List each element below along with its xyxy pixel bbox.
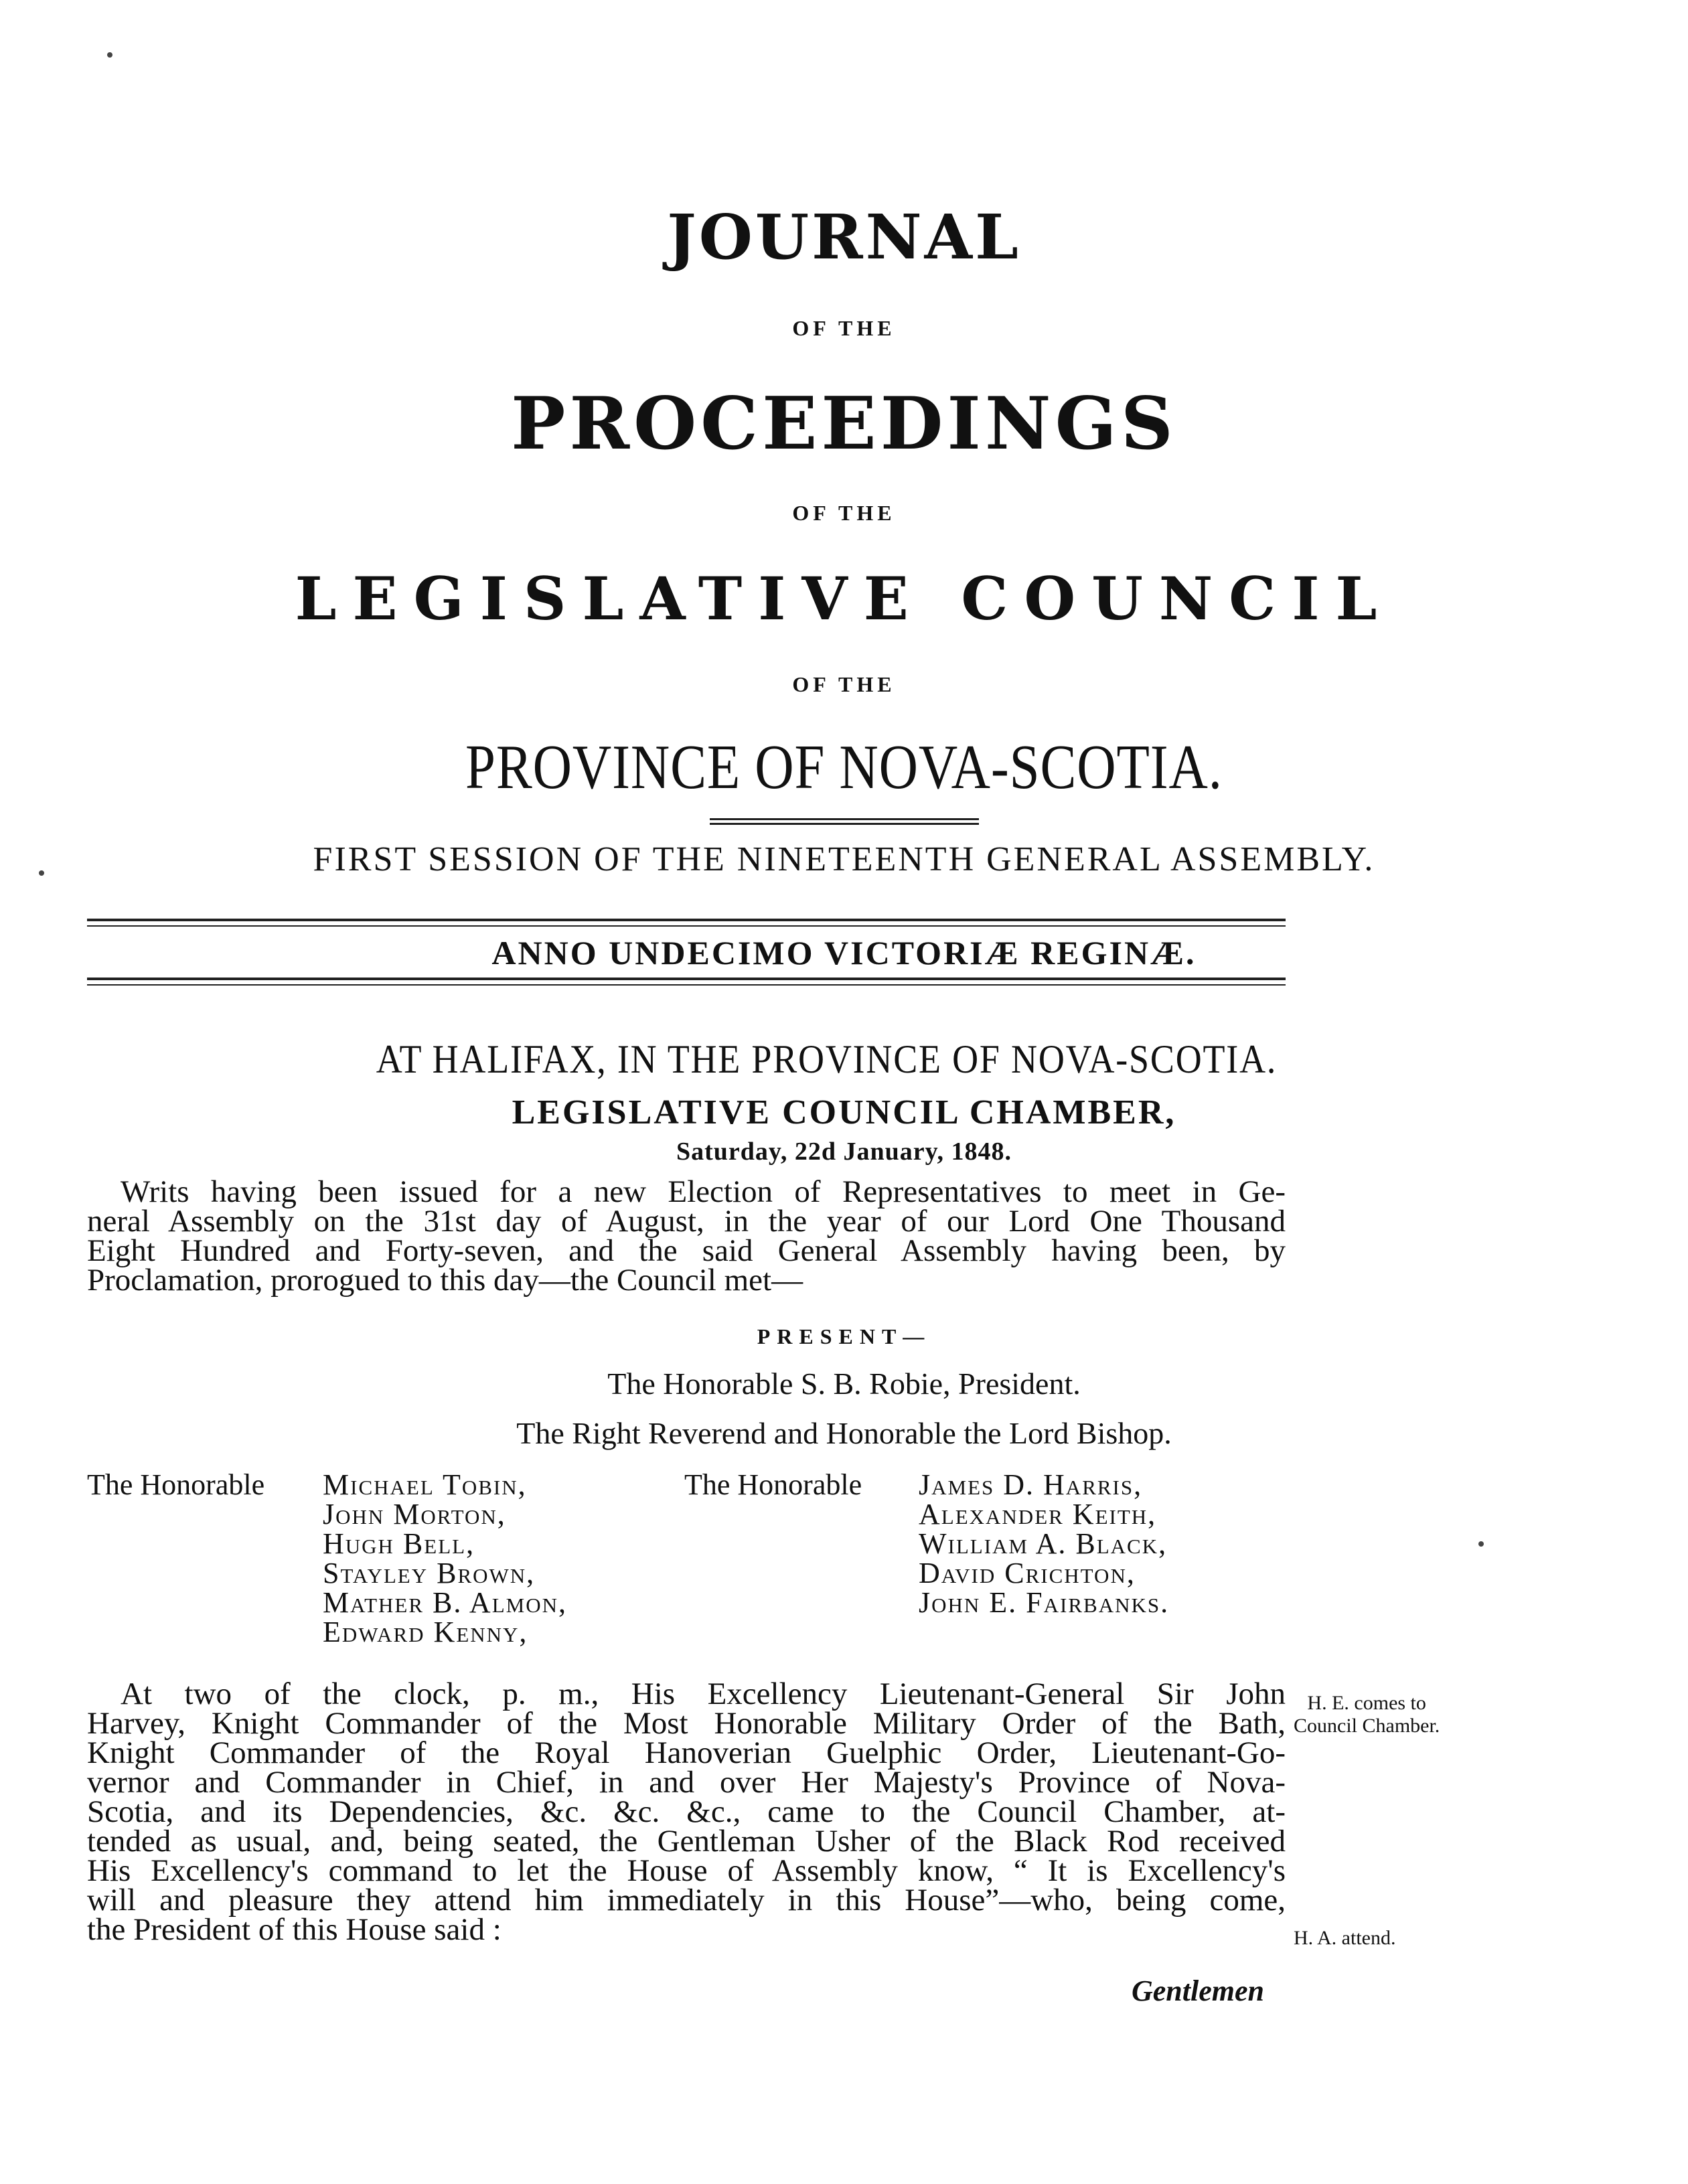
body-line: At two of the clock, p. m., His Excellency Lieutenant-General Sir John bbox=[121, 1676, 1286, 1711]
body-line: His Excellency's command to let the House of Assembly know, “ It is Excellency's bbox=[87, 1853, 1286, 1888]
bishop-line: The Right Reverend and Honorable the Lord Bishop. bbox=[516, 1416, 1172, 1450]
body-line: vernor and Commander in Chief, in and over Her Majesty's Province of Nova- bbox=[87, 1765, 1286, 1800]
body-line: Scotia, and its Dependencies, &c. &c. &c., came to the Council Chamber, at- bbox=[87, 1794, 1286, 1829]
speck-mark bbox=[1478, 1541, 1484, 1547]
title-legislative-council: LEGISLATIVE COUNCIL bbox=[295, 564, 1393, 633]
body-paragraph bbox=[87, 1676, 1286, 1947]
member-name: Mather B. Almon, bbox=[323, 1586, 567, 1619]
upper-double-rule bbox=[87, 919, 1286, 927]
members-left-label: The Honorable bbox=[87, 1468, 265, 1501]
body-line: tended as usual, and, being seated, the Gentleman Usher of the Black Rod received bbox=[87, 1824, 1286, 1859]
session-line: FIRST SESSION OF THE NINETEENTH GENERAL ASSEMBLY. bbox=[313, 840, 1375, 878]
title-journal: JOURNAL bbox=[667, 201, 1021, 273]
title-of-the-3: OF THE bbox=[792, 672, 896, 696]
margin-note-he-comes bbox=[1294, 1692, 1440, 1737]
chamber-heading: LEGISLATIVE COUNCIL CHAMBER, bbox=[512, 1093, 1176, 1132]
member-name: John E. Fairbanks. bbox=[919, 1586, 1170, 1619]
intro-paragraph bbox=[87, 1174, 1286, 1298]
members-right-list bbox=[919, 1470, 1169, 1618]
body-line: Knight Commander of the Royal Hanoverian Guelphic Order, Lieutenant-Go- bbox=[87, 1735, 1286, 1770]
member-name: John Morton, bbox=[323, 1498, 506, 1531]
members-left-column bbox=[87, 1470, 690, 1658]
member-name: David Crichton, bbox=[919, 1557, 1136, 1589]
place-heading: AT HALIFAX, IN THE PROVINCE OF NOVA-SCOTIA. bbox=[376, 1037, 1278, 1081]
margin-note-ha-attend: H. A. attend. bbox=[1294, 1927, 1396, 1949]
member-name: Alexander Keith, bbox=[919, 1498, 1157, 1531]
members-left-list bbox=[323, 1470, 567, 1647]
intro-line: Writs having been issued for a new Election of Representatives to meet in Ge- bbox=[121, 1174, 1286, 1209]
members-right-column bbox=[684, 1470, 1287, 1658]
member-name: Hugh Bell, bbox=[323, 1527, 475, 1560]
catchword: Gentlemen bbox=[1132, 1974, 1264, 2007]
lower-double-rule bbox=[87, 978, 1286, 986]
member-name: Stayley Brown, bbox=[323, 1557, 536, 1589]
short-double-rule bbox=[710, 818, 979, 825]
margin-note-line: H. E. comes to bbox=[1307, 1692, 1426, 1714]
title-proceedings: PROCEEDINGS bbox=[511, 382, 1177, 466]
body-line: Harvey, Knight Commander of the Most Honorable Military Order of the Bath, bbox=[87, 1706, 1286, 1741]
president-line: The Honorable S. B. Robie, President. bbox=[607, 1367, 1081, 1401]
speck-mark bbox=[39, 870, 44, 876]
member-name: James D. Harris, bbox=[919, 1468, 1143, 1501]
members-right-label: The Honorable bbox=[684, 1468, 862, 1501]
intro-line: Proclamation, prorogued to this day—the Council met— bbox=[87, 1263, 803, 1298]
speck-mark bbox=[107, 52, 112, 58]
date-heading: Saturday, 22d January, 1848. bbox=[676, 1138, 1012, 1166]
body-line: the President of this House said : bbox=[87, 1912, 502, 1947]
member-name: Michael Tobin, bbox=[323, 1468, 527, 1501]
margin-note-line: Council Chamber. bbox=[1294, 1715, 1440, 1737]
title-of-the-2: OF THE bbox=[792, 501, 896, 525]
present-label: PRESENT— bbox=[757, 1324, 931, 1348]
title-of-the-1: OF THE bbox=[792, 316, 896, 340]
body-line: will and pleasure they attend him immediately in this House”—who, being come, bbox=[87, 1883, 1286, 1918]
member-name: Edward Kenny, bbox=[323, 1616, 528, 1648]
intro-line: neral Assembly on the 31st day of August, in the year of our Lord One Thousand bbox=[87, 1204, 1286, 1239]
member-name: William A. Black, bbox=[919, 1527, 1168, 1560]
anno-line: ANNO UNDECIMO VICTORIÆ REGINÆ. bbox=[491, 934, 1197, 971]
intro-line: Eight Hundred and Forty-seven, and the said General Assembly having been, by bbox=[87, 1233, 1286, 1268]
title-province: PROVINCE OF NOVA-SCOTIA. bbox=[465, 732, 1223, 802]
